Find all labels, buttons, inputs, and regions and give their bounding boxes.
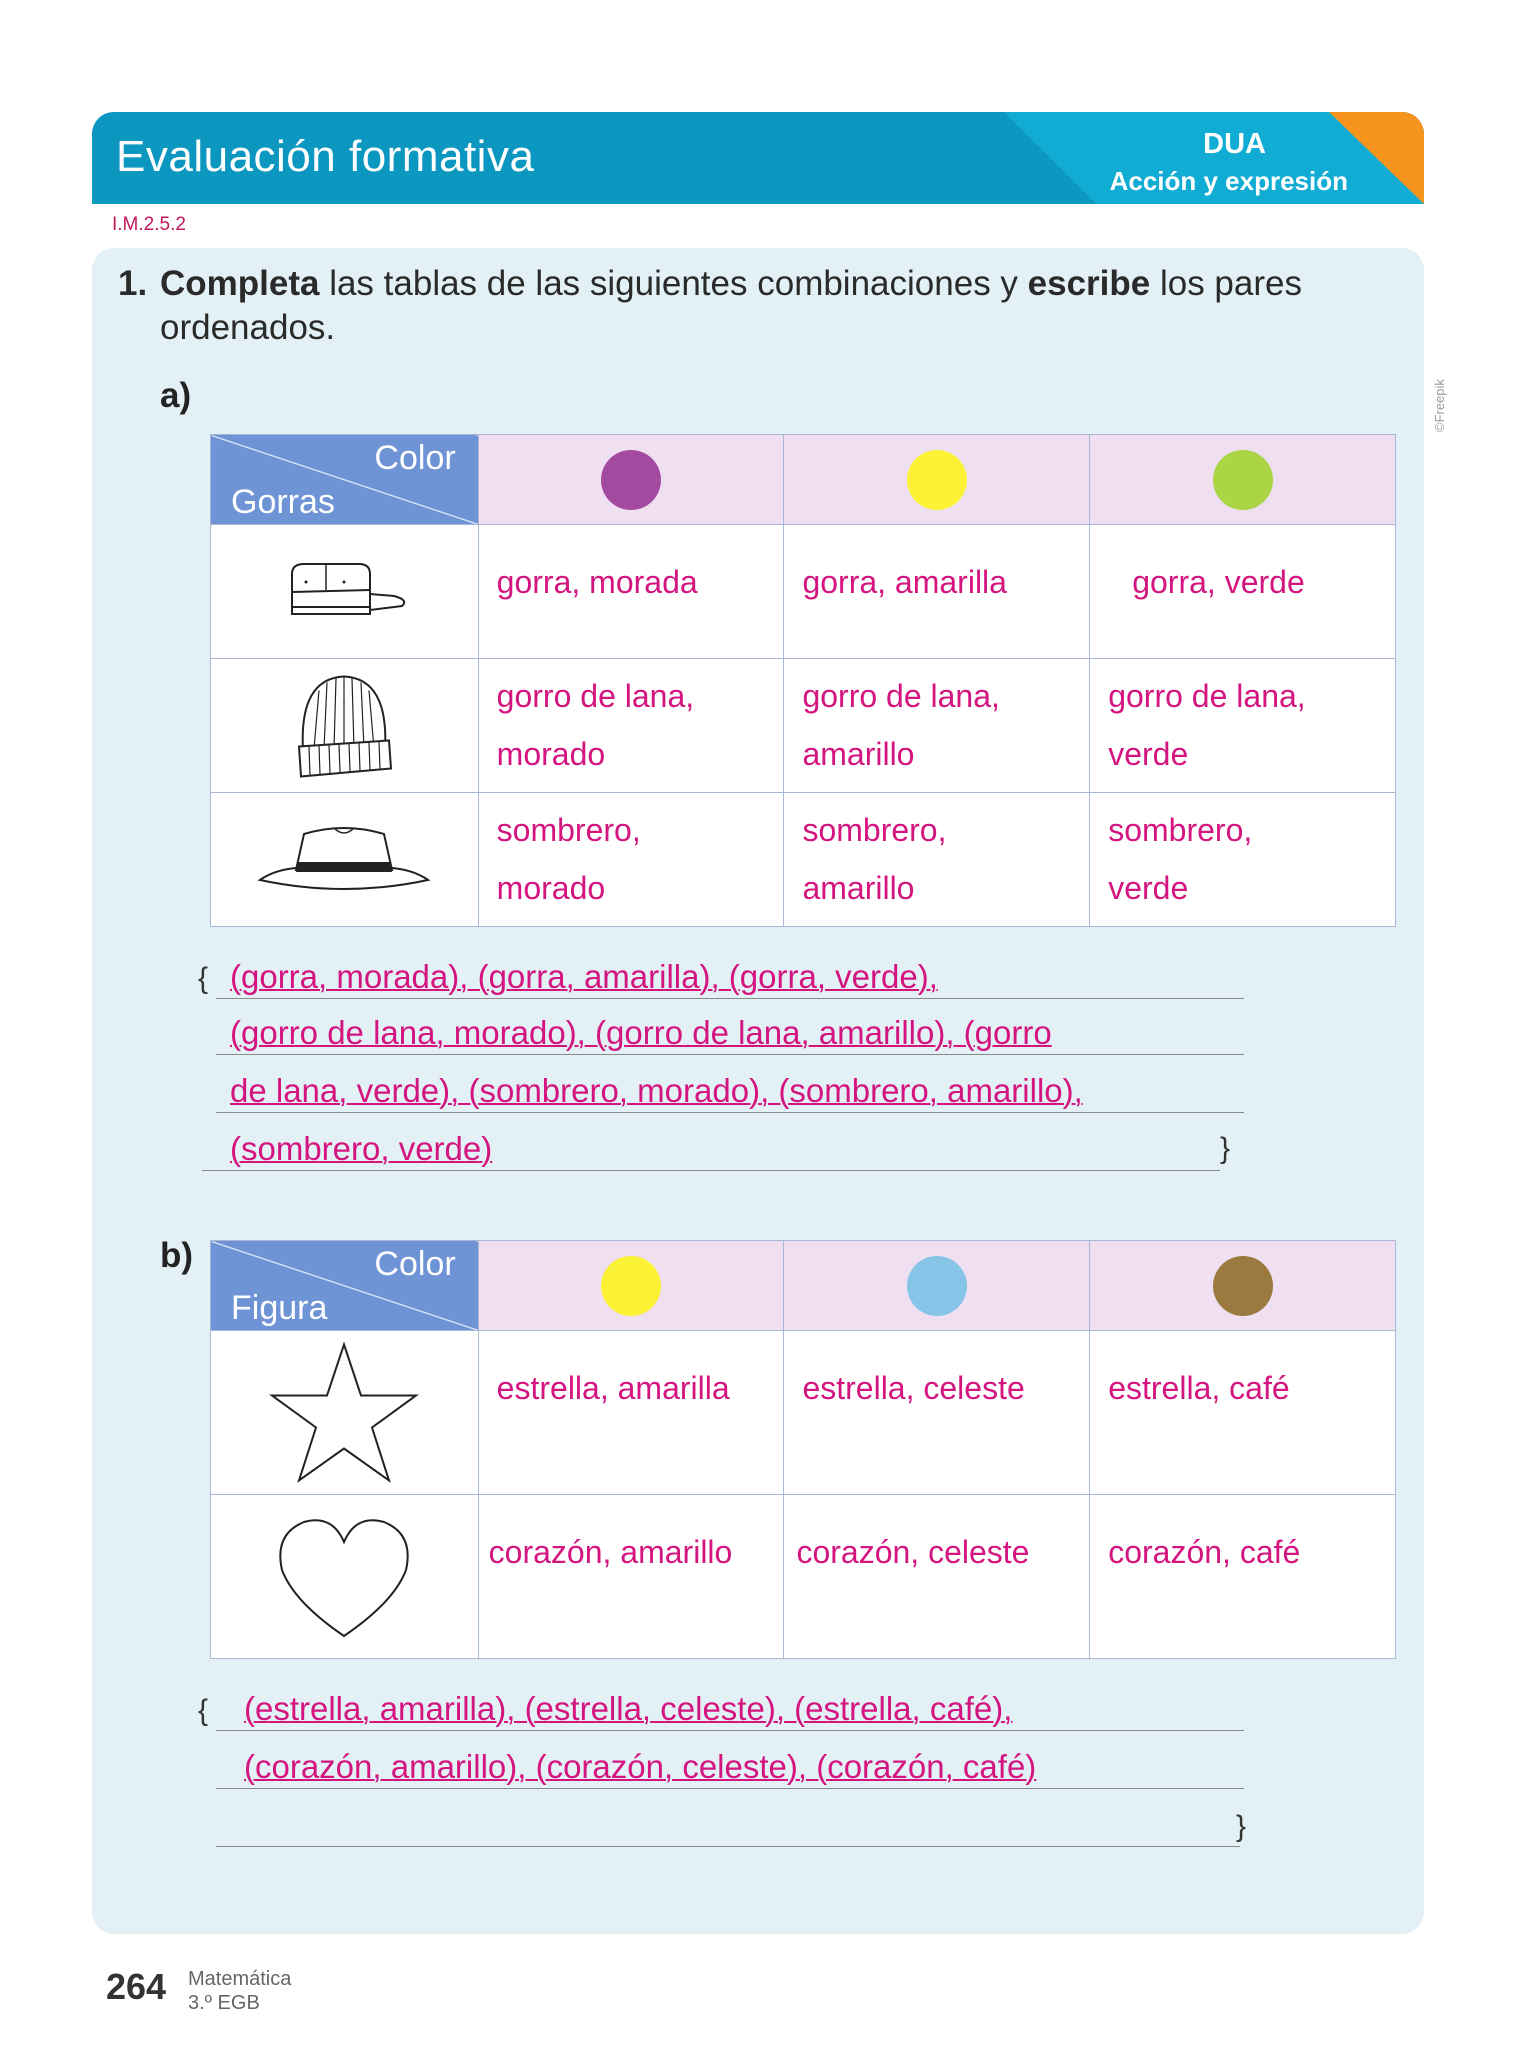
set-open-brace: { [198,962,209,995]
indicator-code: I.M.2.5.2 [112,214,186,235]
answer-line [216,998,1244,1055]
answer-line [202,1114,1220,1171]
dua-subtitle: Acción y expresión [1109,166,1348,196]
corner-label-figura: Figura [231,1289,328,1327]
set-close-brace: } [1220,1132,1231,1165]
verb-complete: Completa [160,264,320,303]
combination-text: corazón, celeste [796,1534,1030,1570]
answer-line [216,1790,1240,1847]
color-header [478,435,784,525]
page-number: 264 [106,1966,167,2007]
brown-dot [1213,1256,1273,1316]
table-a-cell [1090,793,1396,927]
light-blue-dot [907,1256,967,1316]
table-b-cell [478,1331,784,1495]
yellow-dot [907,450,967,510]
row-icon-cell [211,1495,479,1659]
verb-write: escribe [1027,264,1151,303]
table-b-cell [1090,1331,1396,1495]
heart-icon [274,1512,414,1642]
combination-text: gorra, amarilla [802,564,1007,600]
green-dot [1213,450,1273,510]
corner-label-color: Color [374,1245,456,1283]
combination-text: sombrero, verde [1108,812,1253,906]
table-a-cell [478,659,784,793]
answer-line [216,1056,1244,1113]
grade-level: 3.º EGB [188,1992,260,2014]
combination-text: gorro de lana, verde [1108,678,1306,772]
table-a-cell [478,793,784,927]
table-b-cell [478,1495,784,1659]
answer-text: (gorro de lana, morado), (gorro de lana, amarillo), (gorro [230,1014,1052,1051]
subject-name: Matemática [188,1968,292,1990]
cap-icon [274,552,414,632]
answer-line [216,1674,1244,1731]
answer-text: (estrella, amarilla), (estrella, celeste), (estrella, café), [244,1690,1013,1727]
table-b-cell [1090,1495,1396,1659]
part-b-label: b) [160,1236,194,1275]
color-header [784,435,1090,525]
color-header [1090,435,1396,525]
yellow-dot [601,1256,661,1316]
row-icon-cell [211,1331,479,1495]
combination-text: estrella, amarilla [496,1370,730,1406]
row-icon-cell [211,659,479,793]
combination-text: gorro de lana, morado [496,678,695,772]
corner-label-gorras: Gorras [231,483,335,521]
dua-title: DUA [1203,128,1266,160]
answer-line [216,1732,1244,1789]
answer-text: (corazón, amarillo), (corazón, celeste), (corazón, café) [244,1748,1037,1785]
color-header [1090,1241,1396,1331]
question-text [160,262,1380,350]
combination-text: gorra, morada [496,564,698,600]
combination-text: estrella, celeste [802,1370,1025,1406]
table-a-cell [784,525,1090,659]
table-a-cell [478,525,784,659]
section-title: Evaluación formativa [116,132,535,181]
table-a-cell [784,659,1090,793]
set-close-brace: } [1236,1810,1247,1843]
table-a-cell [784,793,1090,927]
table-a [210,434,1396,927]
question-number: 1. [118,264,148,303]
section-banner [92,112,1424,204]
combination-text: sombrero, amarillo [802,812,947,906]
table-b [210,1240,1396,1659]
combination-text: gorra, verde [1132,564,1305,600]
combination-text: corazón, amarillo [488,1534,733,1570]
combination-text: corazón, café [1108,1534,1301,1570]
corner-label-color: Color [374,439,456,477]
answer-text: de lana, verde), (sombrero, morado), (sombrero, amarillo), [230,1072,1083,1109]
purple-dot [601,450,661,510]
table-b-cell [784,1495,1090,1659]
table-a-cell [1090,525,1396,659]
answer-text: (sombrero, verde) [230,1130,493,1167]
set-open-brace: { [198,1694,209,1727]
table-b-cell [784,1331,1090,1495]
combination-text: sombrero, morado [496,812,641,906]
table-a-corner-header [211,435,479,525]
star-icon [269,1340,419,1485]
color-header [478,1241,784,1331]
answer-line [216,942,1244,999]
combination-text: gorro de lana, amarillo [802,678,1000,772]
row-icon-cell [211,525,479,659]
row-icon-cell [211,793,479,927]
part-a-label: a) [160,376,192,415]
combination-text: estrella, café [1108,1370,1290,1406]
beanie-icon [289,668,399,783]
question-text-1: las tablas de las siguientes combinaciones y [319,264,1028,303]
answer-text: (gorra, morada), (gorra, amarilla), (gorra, verde), [230,958,938,995]
hat-icon [254,820,434,900]
table-a-cell [1090,659,1396,793]
table-b-corner-header [211,1241,479,1331]
color-header [784,1241,1090,1331]
question-text-2: los pares ordenados. [160,264,1302,347]
image-credit: ©Freepik [1432,379,1447,432]
